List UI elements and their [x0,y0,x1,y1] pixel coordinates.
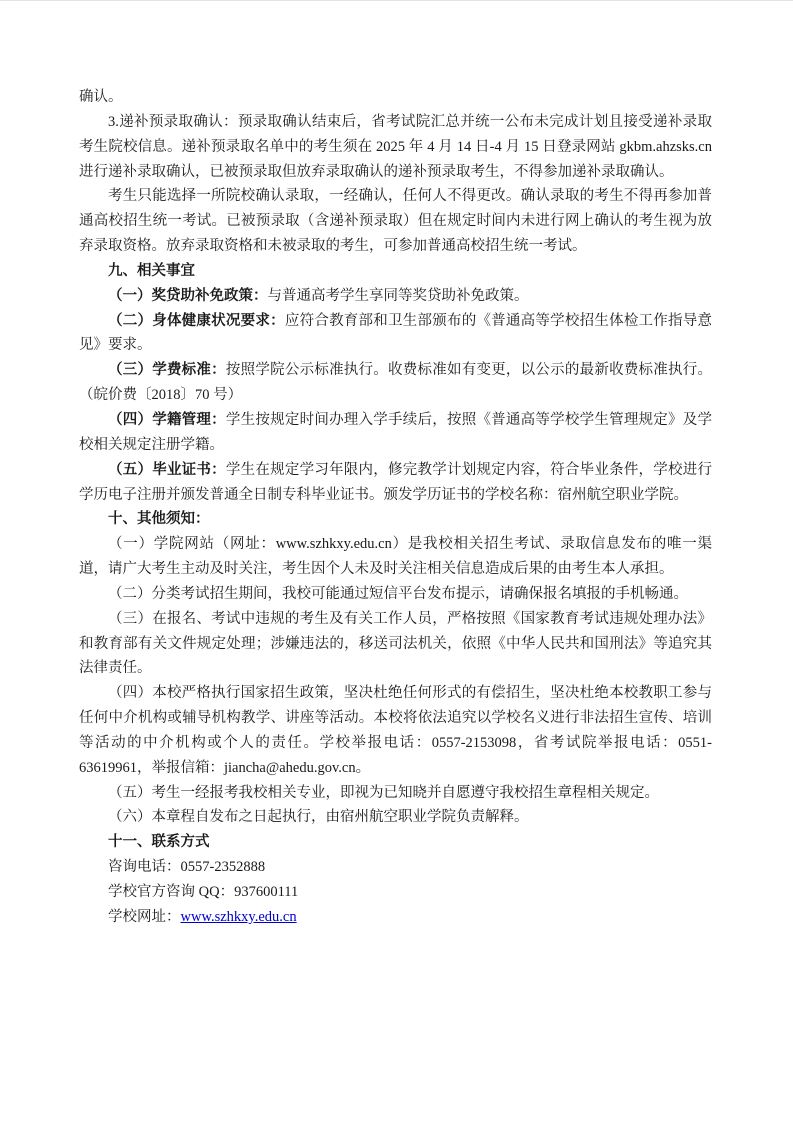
run-in-label: （一）奖贷助补免政策： [108,287,268,304]
run-in-label: （二）身体健康状况要求： [108,312,285,329]
paragraph: （一）奖贷助补免政策：与普通高考学生享同等奖贷助补免政策。 [108,287,529,304]
run-in-label: （三）学费标准： [108,362,226,379]
paragraph: 考生只能选择一所院校确认录取，一经确认，任何人不得更改。确认录取的考生不得再参加普通高校招生统一考试。已被预录取（含递补预录取）但在规定时间内未进行网上确认的考生视为放弃录取资格。放弃录取资格和未被录取的考生，可参加普通高校招生统一考试。 [79,188,712,255]
paragraph: （四）学籍管理：学生按规定时间办理入学手续后，按照《普通高等学校学生管理规定》及学校相关规定注册学籍。 [79,411,713,453]
paragraph: （五）毕业证书：学生在规定学习年限内，修完教学计划规定内容，符合毕业条件，学校进行学历电子注册并颁发普通全日制专科毕业证书。颁发学历证书的学校名称：宿州航空职业学院。 [79,461,713,503]
paragraph: 3.递补预录取确认：预录取确认结束后，省考试院汇总并统一公布未完成计划且接受递补录取考生院校信息。递补预录取名单中的考生须在 2025 年 4 月 14 日-4 月 15 日登录网站 gkbm.ahzsks.cn 进行递补录取确认，已被预录取但放弃录取确认的递补预录取考生，不得参加递补录取确认。 [79,113,712,180]
run-in-label: （四）学籍管理： [108,411,226,428]
section-heading: 九、相关事宜 [108,262,195,279]
school-website-link[interactable]: www.szhkxy.edu.cn [180,908,297,925]
paragraph: 学校官方咨询 QQ：937600111 [108,884,299,900]
paragraph: （五）考生一经报考我校相关专业，即视为已知晓并自愿遵守我校招生章程相关规定。 [108,784,659,801]
paragraph: （六）本章程自发布之日起执行，由宿州航空职业学院负责解释。 [108,809,529,826]
paragraph: （二）身体健康状况要求：应符合教育部和卫生部颁布的《普通高等学校招生体检工作指导意见》要求。 [79,312,713,354]
run-in-label: （五）毕业证书： [108,461,226,478]
paragraph: （三）在报名、考试中违规的考生及有关工作人员，严格按照《国家教育考试违规处理办法》和教育部有关文件规定处理；涉嫌违法的，移送司法机关，依照《中华人民共和国刑法》等追究其法律责任。 [79,610,712,677]
paragraph: 确认。 [79,89,123,105]
document-body [79,85,712,930]
section-heading: 十、其他须知： [108,511,210,528]
paragraph: （二）分类考试招生期间，我校可能通过短信平台发布提示，请确保报名填报的手机畅通。 [108,585,688,602]
paragraph: 咨询电话：0557-2352888 [108,859,266,876]
section-heading: 十一、联系方式 [108,834,210,851]
paragraph: （一）学院网站（网址：www.szhkxy.edu.cn）是我校相关招生考试、录取信息发布的唯一渠道，请广大考生主动及时关注，考生因个人未及时关注相关信息造成后果的由考生本人承担。 [79,536,712,578]
paragraph: 学校网址：www.szhkxy.edu.cn [108,908,297,925]
paragraph: （四）本校严格执行国家招生政策，坚决杜绝任何形式的有偿招生，坚决杜绝本校教职工参与任何中介机构或辅导机构教学、讲座等活动。本校将依法追究以学校名义进行非法招生宣传、培训等活动的中介机构或个人的责任。学校举报电话：0557-2153098，省考试院举报电话：0551-63619961，举报信箱：jiancha@ahedu.gov.cn。 [79,685,712,776]
paragraph: （三）学费标准：按照学院公示标准执行。收费标准如有变更，以公示的最新收费标准执行。（皖价费〔2018〕70 号） [79,362,713,404]
